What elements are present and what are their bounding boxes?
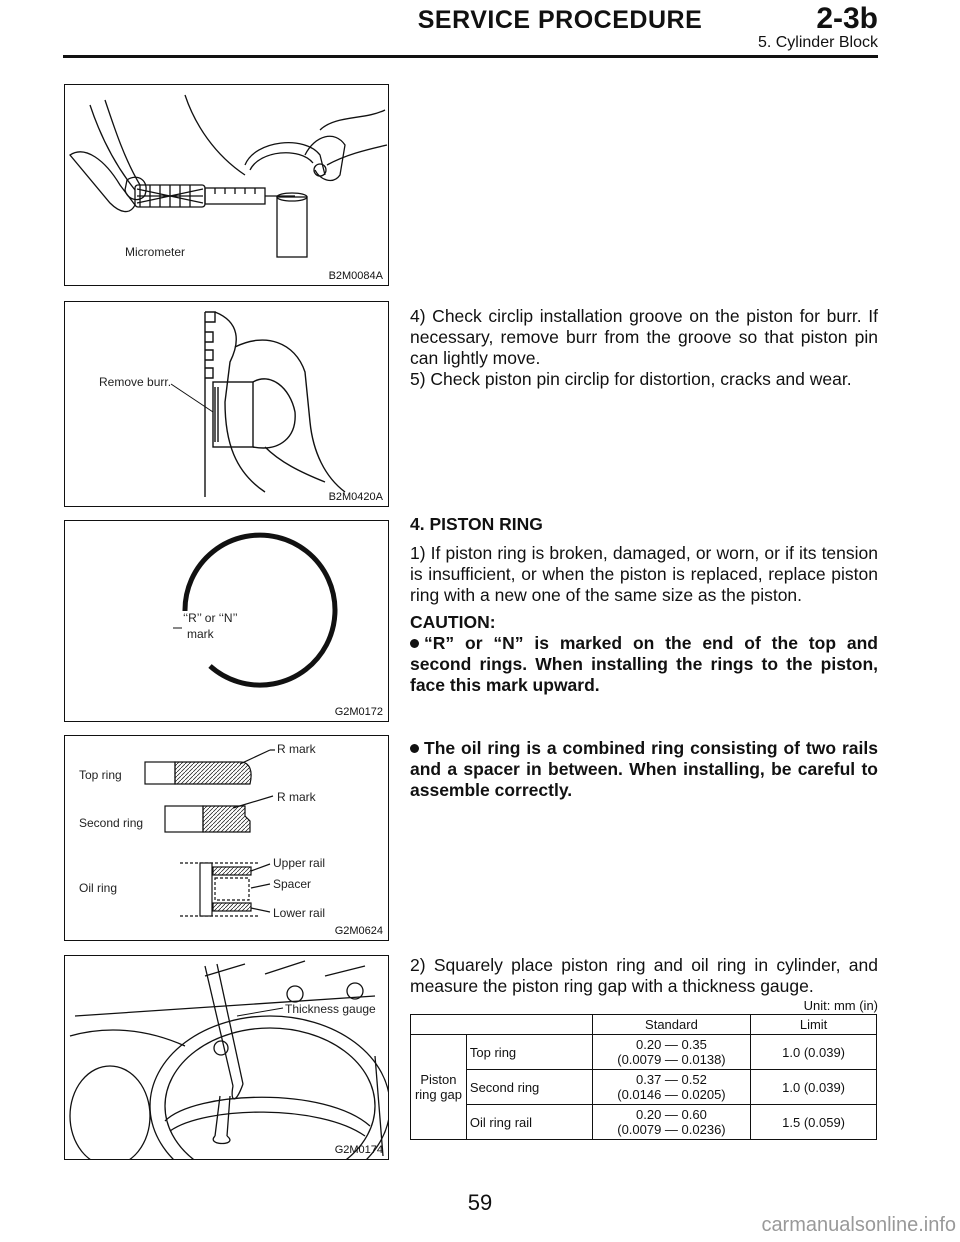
step-2: 2) Squarely place piston ring and oil ring in cylinder, and measure the piston ring gap with a thickness gauge. [410, 955, 878, 996]
cylinder-gauge-illustration [65, 956, 389, 1160]
label-rn-mark: ‘‘R’’ or ‘‘N’’ [183, 611, 238, 625]
table-unit: Unit: mm (in) [803, 998, 878, 1013]
table-row [411, 1035, 877, 1070]
page-title: SERVICE PROCEDURE [417, 6, 703, 34]
figure-remove-burr [64, 301, 389, 507]
figure-id: G2M0624 [334, 925, 383, 937]
label-lower-rail: Lower rail [273, 906, 326, 920]
figure-thickness-gauge [64, 955, 389, 1160]
header-rule [63, 55, 878, 58]
label-micrometer: Micrometer [125, 245, 186, 259]
step-5: 5) Check piston pin circlip for distortion, cracks and wear. [410, 369, 852, 389]
table-header-row [411, 1015, 877, 1035]
figure-id: B2M0084A [328, 270, 383, 282]
step-4: 4) Check circlip installation groove on the piston for burr. If necessary, remove burr from the groove so that piston pin can lightly move. [410, 306, 878, 368]
text-block-oil-ring [410, 738, 878, 801]
watermark: carmanualsonline.info [761, 1214, 956, 1236]
text-block-circlip [410, 306, 878, 390]
label-oil-ring: Oil ring [79, 881, 118, 895]
caution-label: CAUTION: [410, 612, 496, 632]
row-standard: 0.20 — 0.60 (0.0079 — 0.0236) [592, 1105, 750, 1140]
group-label: Piston ring gap [411, 1035, 467, 1140]
figure-ring-mark [64, 520, 389, 722]
table-row [411, 1105, 877, 1140]
row-limit: 1.0 (0.039) [751, 1070, 877, 1105]
bullet-icon [410, 639, 419, 648]
row-limit: 1.0 (0.039) [751, 1035, 877, 1070]
ring-section-illustration [65, 736, 389, 941]
label-top-ring: Top ring [79, 768, 122, 782]
figure-id: G2M0174 [334, 1144, 383, 1156]
label-r-mark-second: R mark [277, 790, 316, 804]
row-name: Oil ring rail [466, 1105, 592, 1140]
figure-micrometer [64, 84, 389, 286]
label-upper-rail: Upper rail [273, 856, 326, 870]
header-standard: Standard [592, 1015, 750, 1035]
table-row [411, 1070, 877, 1105]
section-heading: 4. PISTON RING [410, 514, 543, 534]
step-1: 1) If piston ring is broken, damaged, or worn, or if its tension is insufficient, or when the piston is replaced, replace piston ring with a new one of the same size as the piston. [410, 543, 878, 605]
label-remove-burr: Remove burr. [99, 375, 172, 389]
label-spacer: Spacer [273, 877, 312, 891]
section-number: 2-3b [816, 2, 878, 35]
figure-id: B2M0420A [328, 491, 383, 503]
label-r-mark-top: R mark [277, 742, 316, 756]
row-limit: 1.5 (0.059) [751, 1105, 877, 1140]
ring-gap-table [410, 1014, 877, 1140]
label-thickness-gauge: Thickness gauge [285, 1002, 376, 1016]
piston-groove-illustration [65, 302, 389, 507]
caution-item-2: The oil ring is a combined ring consisting of two rails and a spacer in between. When installing, be careful to assemble correctly. [410, 738, 878, 800]
label-second-ring: Second ring [79, 816, 144, 830]
row-name: Second ring [466, 1070, 592, 1105]
figure-ring-sections [64, 735, 389, 941]
header-limit: Limit [751, 1015, 877, 1035]
bullet-icon [410, 744, 419, 753]
text-block-piston-ring [410, 514, 878, 696]
row-standard: 0.37 — 0.52 (0.0146 — 0.0205) [592, 1070, 750, 1105]
page-number: 59 [467, 1190, 493, 1215]
row-standard: 0.20 — 0.35 (0.0079 — 0.0138) [592, 1035, 750, 1070]
figure-id: G2M0172 [334, 706, 383, 718]
micrometer-illustration [65, 85, 389, 286]
row-name: Top ring [466, 1035, 592, 1070]
text-block-ring-gap [410, 955, 878, 997]
caution-item-1: “R” or “N” is marked on the end of the top and second rings. When installing the rings to the piston, face this mark upward. [410, 633, 878, 695]
table-corner [411, 1015, 593, 1035]
section-subtitle: 5. Cylinder Block [757, 34, 878, 51]
label-mark: mark [187, 627, 214, 641]
